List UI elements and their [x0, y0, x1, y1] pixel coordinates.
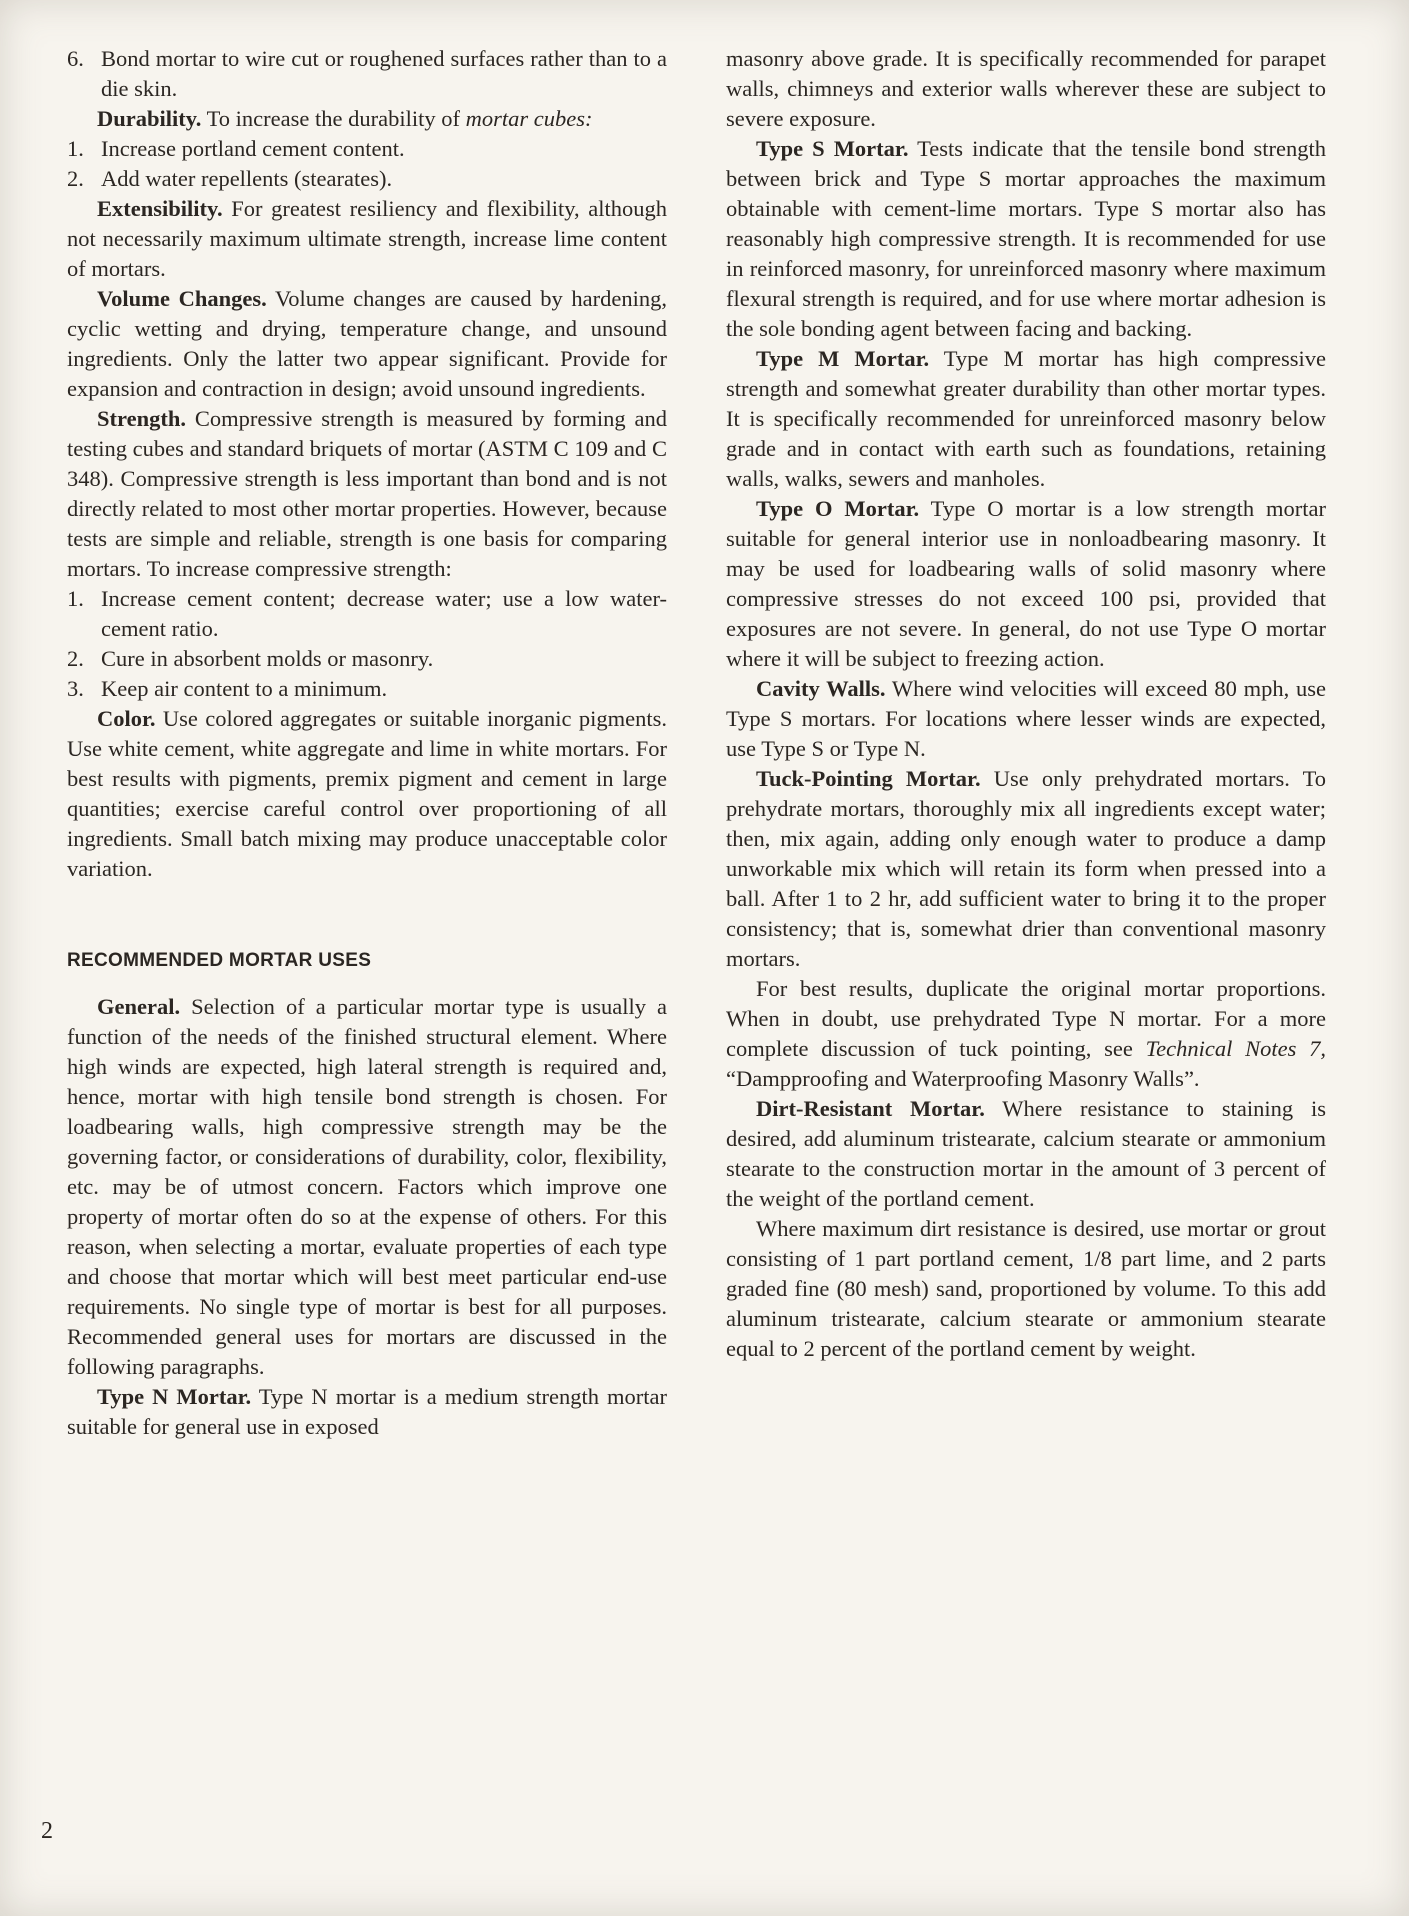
page-number: 2: [41, 1818, 53, 1844]
tuck-pointing-paragraph: Tuck-Pointing Mortar. Use only prehydrated mortars. To prehydrate mortars, thoroughly mix all ingredients except water; then, mix again, adding only enough water to produce a damp unworkable mix which will retain its form when pressed into a ball. After 1 to 2 hr, add sufficient water to bring it to the proper consistency; that is, somewhat drier than conventional masonry mortars.: [726, 766, 1326, 971]
durability-paragraph: Durability. To increase the durability of mortar cubes:: [97, 106, 593, 131]
type-o-paragraph: Type O Mortar. Type O mortar is a low strength mortar suitable for general interior use in nonloadbearing masonry. It may be used for loadbearing walls of solid masonry where compressive stresses do not exceed 100 psi, provided that exposures are not severe. In general, do not use Type O mortar where it will be subject to freezing action.: [726, 496, 1327, 671]
type-n-continuation: masonry above grade. It is specifically recommended for parapet walls, chimneys and exterior walls wherever these are subject to severe exposure.: [726, 46, 1326, 131]
extensibility-paragraph: Extensibility. For greatest resiliency and flexibility, although not necessarily maximum ultimate strength, increase lime content of mortars.: [67, 196, 667, 281]
type-s-paragraph: Type S Mortar. Tests indicate that the tensile bond strength between brick and Type S mortar approaches the maximum obtainable with cement-lime mortars. Type S mortar also has reasonably high compressive strength. It is recommended for use in reinforced masonry, for unreinforced masonry where maximum flexural strength is required, and for use where mortar adhesion is the sole bonding agent between facing and backing.: [726, 136, 1326, 341]
list-item: 3. Keep air content to a minimum.: [67, 676, 388, 701]
list-item: 2. Cure in absorbent molds or masonry.: [67, 646, 434, 671]
list-item: 1. Increase cement content; decrease water; use a low water-cement ratio.: [67, 586, 667, 641]
list-item: 1. Increase portland cement content.: [67, 136, 405, 161]
dirt-resistant-paragraph: Dirt-Resistant Mortar. Where resistance to staining is desired, add aluminum tristearate, calcium stearate or ammonium stearate to the construction mortar in the amount of 3 percent of the weight of the portland cement.: [726, 1096, 1326, 1211]
max-dirt-paragraph: Where maximum dirt resistance is desired, use mortar or grout consisting of 1 part portland cement, 1/8 part lime, and 2 parts graded fine (80 mesh) sand, proportioned by volume. To this add aluminum tristearate, calcium stearate or ammonium stearate equal to 2 percent of the portland cement by weight.: [726, 1216, 1326, 1361]
best-results-paragraph: For best results, duplicate the original mortar proportions. When in doubt, use prehydrated Type N mortar. For a more complete discussion of tuck pointing, see Technical Notes 7, “Dampproofing and Waterproofing Masonry Walls”.: [726, 976, 1326, 1091]
cavity-walls-paragraph: Cavity Walls. Where wind velocities will exceed 80 mph, use Type S mortars. For locations where lesser winds are expected, use Type S or Type N.: [726, 676, 1326, 761]
right-column: [726, 44, 1326, 1364]
type-n-paragraph: Type N Mortar. Type N mortar is a medium strength mortar suitable for general use in exposed: [67, 1384, 667, 1439]
general-paragraph: General. Selection of a particular mortar type is usually a function of the needs of the finished structural element. Where high winds are expected, high lateral strength is required and, hence, mortar with high tensile bond strength is chosen. For loadbearing walls, high compressive strength may be the governing factor, or considerations of durability, color, flexibility, etc. may be of utmost concern. Factors which improve one property of mortar often do so at the expense of others. For this reason, when selecting a mortar, evaluate properties of each type and choose that mortar which will best meet particular end-use requirements. No single type of mortar is best for all purposes. Recommended general uses for mortars are discussed in the following paragraphs.: [67, 994, 667, 1379]
color-paragraph: Color. Use colored aggregates or suitable inorganic pigments. Use white cement, white aggregate and lime in white mortars. For best results with pigments, premix pigment and cement in large quantities; exercise careful control over proportioning of all ingredients. Small batch mixing may produce unacceptable color variation.: [67, 706, 667, 881]
list-item: 2. Add water repellents (stearates).: [67, 166, 393, 191]
left-column: [67, 44, 667, 1442]
list-item: 6. Bond mortar to wire cut or roughened surfaces rather than to a die skin.: [67, 46, 667, 101]
volume-changes-paragraph: Volume Changes. Volume changes are caused by hardening, cyclic wetting and drying, temperature change, and unsound ingredients. Only the latter two appear significant. Provide for expansion and contraction in design; avoid unsound ingredients.: [67, 286, 667, 401]
section-heading: RECOMMENDED MORTAR USES: [67, 950, 372, 971]
type-m-paragraph: Type M Mortar. Type M mortar has high compressive strength and somewhat greater durability than other mortar types. It is specifically recommended for unreinforced masonry below grade and in contact with earth such as foundations, retaining walls, walks, sewers and manholes.: [726, 346, 1326, 491]
strength-paragraph: Strength. Compressive strength is measured by forming and testing cubes and standard briquets of mortar (ASTM C 109 and C 348). Compressive strength is less important than bond and is not directly related to most other mortar properties. However, because tests are simple and reliable, strength is one basis for comparing mortars. To increase compressive strength:: [67, 406, 667, 581]
